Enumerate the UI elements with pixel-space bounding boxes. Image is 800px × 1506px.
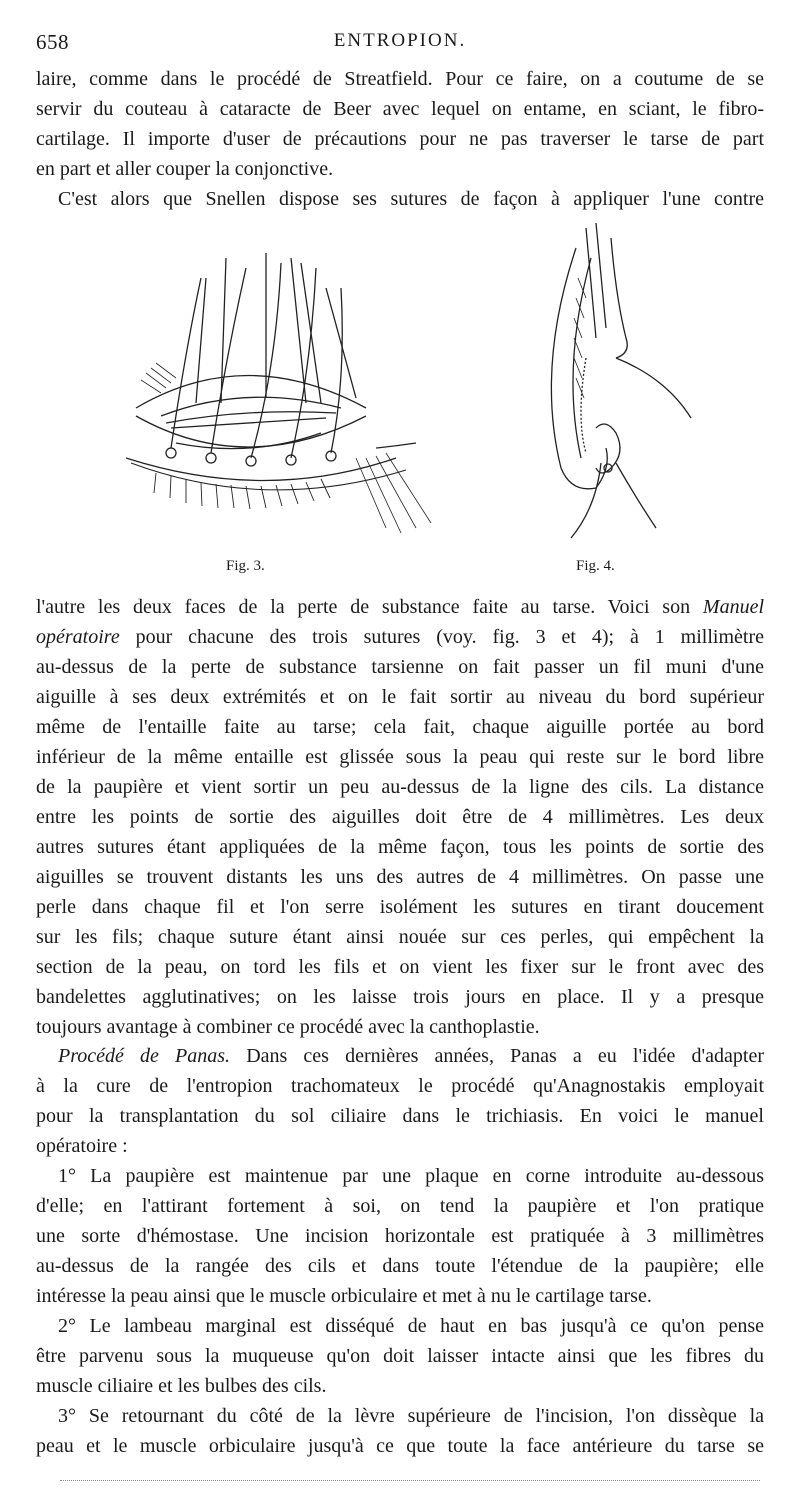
text-line: section de la peau, on tord les fils et on vient les fixer sur le front avec des: [36, 956, 764, 978]
text-line: une sorte d'hémostase. Une incision horizontale est pratiquée à 3 millimètres: [36, 1225, 764, 1247]
text-line: laire, comme dans le procédé de Streatfield. Pour ce faire, on a coutume de se: [36, 68, 764, 90]
text-line: au-dessus de la perte de substance tarsienne on fait passer un fil muni d'une: [36, 656, 764, 678]
paragraph-streatfield: [36, 64, 764, 214]
text-line: être parvenu sous la muqueuse qu'on doit laisser intacte ainsi que les fibres du: [36, 1345, 764, 1367]
text-line: d'elle; en l'attirant fortement à soi, on tend la paupière et l'on pratique: [36, 1195, 764, 1217]
text-line: inférieur de la même entaille est glissée sous la peau qui reste sur le bord libre: [36, 746, 764, 768]
text-line: servir du couteau à cataracte de Beer avec lequel on entame, en sciant, le fibro-: [36, 98, 764, 120]
text-line: intéresse la peau ainsi que le muscle orbiculaire et met à nu le cartilage tarse.: [36, 1285, 652, 1307]
footer-dotted-rule: [60, 1480, 760, 1481]
text-line: peau et le muscle orbiculaire jusqu'à ce que toute la face antérieure du tarse se: [36, 1435, 764, 1457]
text-line: bandelettes agglutinatives; on les laisse trois jours en place. Il y a presque: [36, 986, 764, 1008]
text-line: cartilage. Il importe d'user de précautions pour ne pas traverser le tarse de part: [36, 128, 764, 150]
step-1: [36, 1161, 764, 1311]
running-title: ENTROPION.: [333, 30, 467, 51]
text-line: à la cure de l'entropion trachomateux le procédé qu'Anagnostakis employait: [36, 1075, 764, 1097]
paragraph-panas-procedure: [36, 1041, 764, 1161]
fig3-eyelid-sutures-illustration: [126, 248, 486, 568]
text-line: 2° Le lambeau marginal est disséqué de haut en bas jusqu'à ce qu'on pense: [58, 1315, 764, 1337]
page-number: 658: [36, 30, 69, 54]
fig4-caption: Fig. 4.: [576, 558, 615, 574]
figures-block: [36, 218, 764, 578]
text-line: entre les points de sortie des aiguilles doit être de 4 millimètres. Les deux: [36, 806, 764, 828]
text-line: autres sutures étant appliquées de la même façon, tous les points de sortie des: [36, 836, 764, 858]
text-line: de la paupière et vient sortir un peu au-dessus de la ligne des cils. La distance: [36, 776, 764, 798]
text-line: aiguille à ses deux extrémités et on le fait sortir au niveau du bord supérieur: [36, 686, 764, 708]
text-line: même de l'entaille faite au tarse; cela fait, chaque aiguille portée au bord: [36, 716, 764, 738]
text-line: pour la transplantation du sol ciliaire dans le trichiasis. En voici le manuel: [36, 1105, 764, 1127]
step-3: [36, 1401, 764, 1461]
fig3-caption: Fig. 3.: [226, 558, 265, 574]
step-2: [36, 1311, 764, 1401]
text-line: opératoire pour chacune des trois sutures (voy. fig. 3 et 4); à 1 millimètre: [36, 626, 764, 648]
page-header: [36, 30, 764, 56]
text-line: muscle ciliaire et les bulbes des cils.: [36, 1375, 327, 1397]
fig4-eyelid-section-illustration: [516, 218, 716, 568]
paragraph-snellen-procedure: [36, 592, 764, 1042]
text-line: sur les fils; chaque suture étant ainsi nouée sur ces perles, qui empêchent la: [36, 926, 764, 948]
text-line: en part et aller couper la conjonctive.: [36, 158, 334, 180]
text-line: perle dans chaque fil et l'on serre isolément les sutures en tirant doucement: [36, 896, 764, 918]
text-line: au-dessus de la rangée des cils et dans toute l'étendue de la paupière; elle: [36, 1255, 764, 1277]
text-line: 1° La paupière est maintenue par une plaque en corne introduite au-dessous: [58, 1165, 764, 1187]
text-line: C'est alors que Snellen dispose ses sutures de façon à appliquer l'une contre: [58, 188, 764, 210]
text-line: 3° Se retournant du côté de la lèvre supérieure de l'incision, l'on dissèque la: [58, 1405, 764, 1427]
text-line: toujours avantage à combiner ce procédé avec la canthoplastie.: [36, 1016, 540, 1038]
text-line: opératoire :: [36, 1135, 128, 1157]
text-line: l'autre les deux faces de la perte de substance faite au tarse. Voici son Manuel: [36, 596, 764, 618]
text-line: aiguilles se trouvent distants les uns des autres de 4 millimètres. On passe une: [36, 866, 764, 888]
text-line: Procédé de Panas. Dans ces dernières années, Panas a eu l'idée d'adapter: [58, 1045, 764, 1067]
